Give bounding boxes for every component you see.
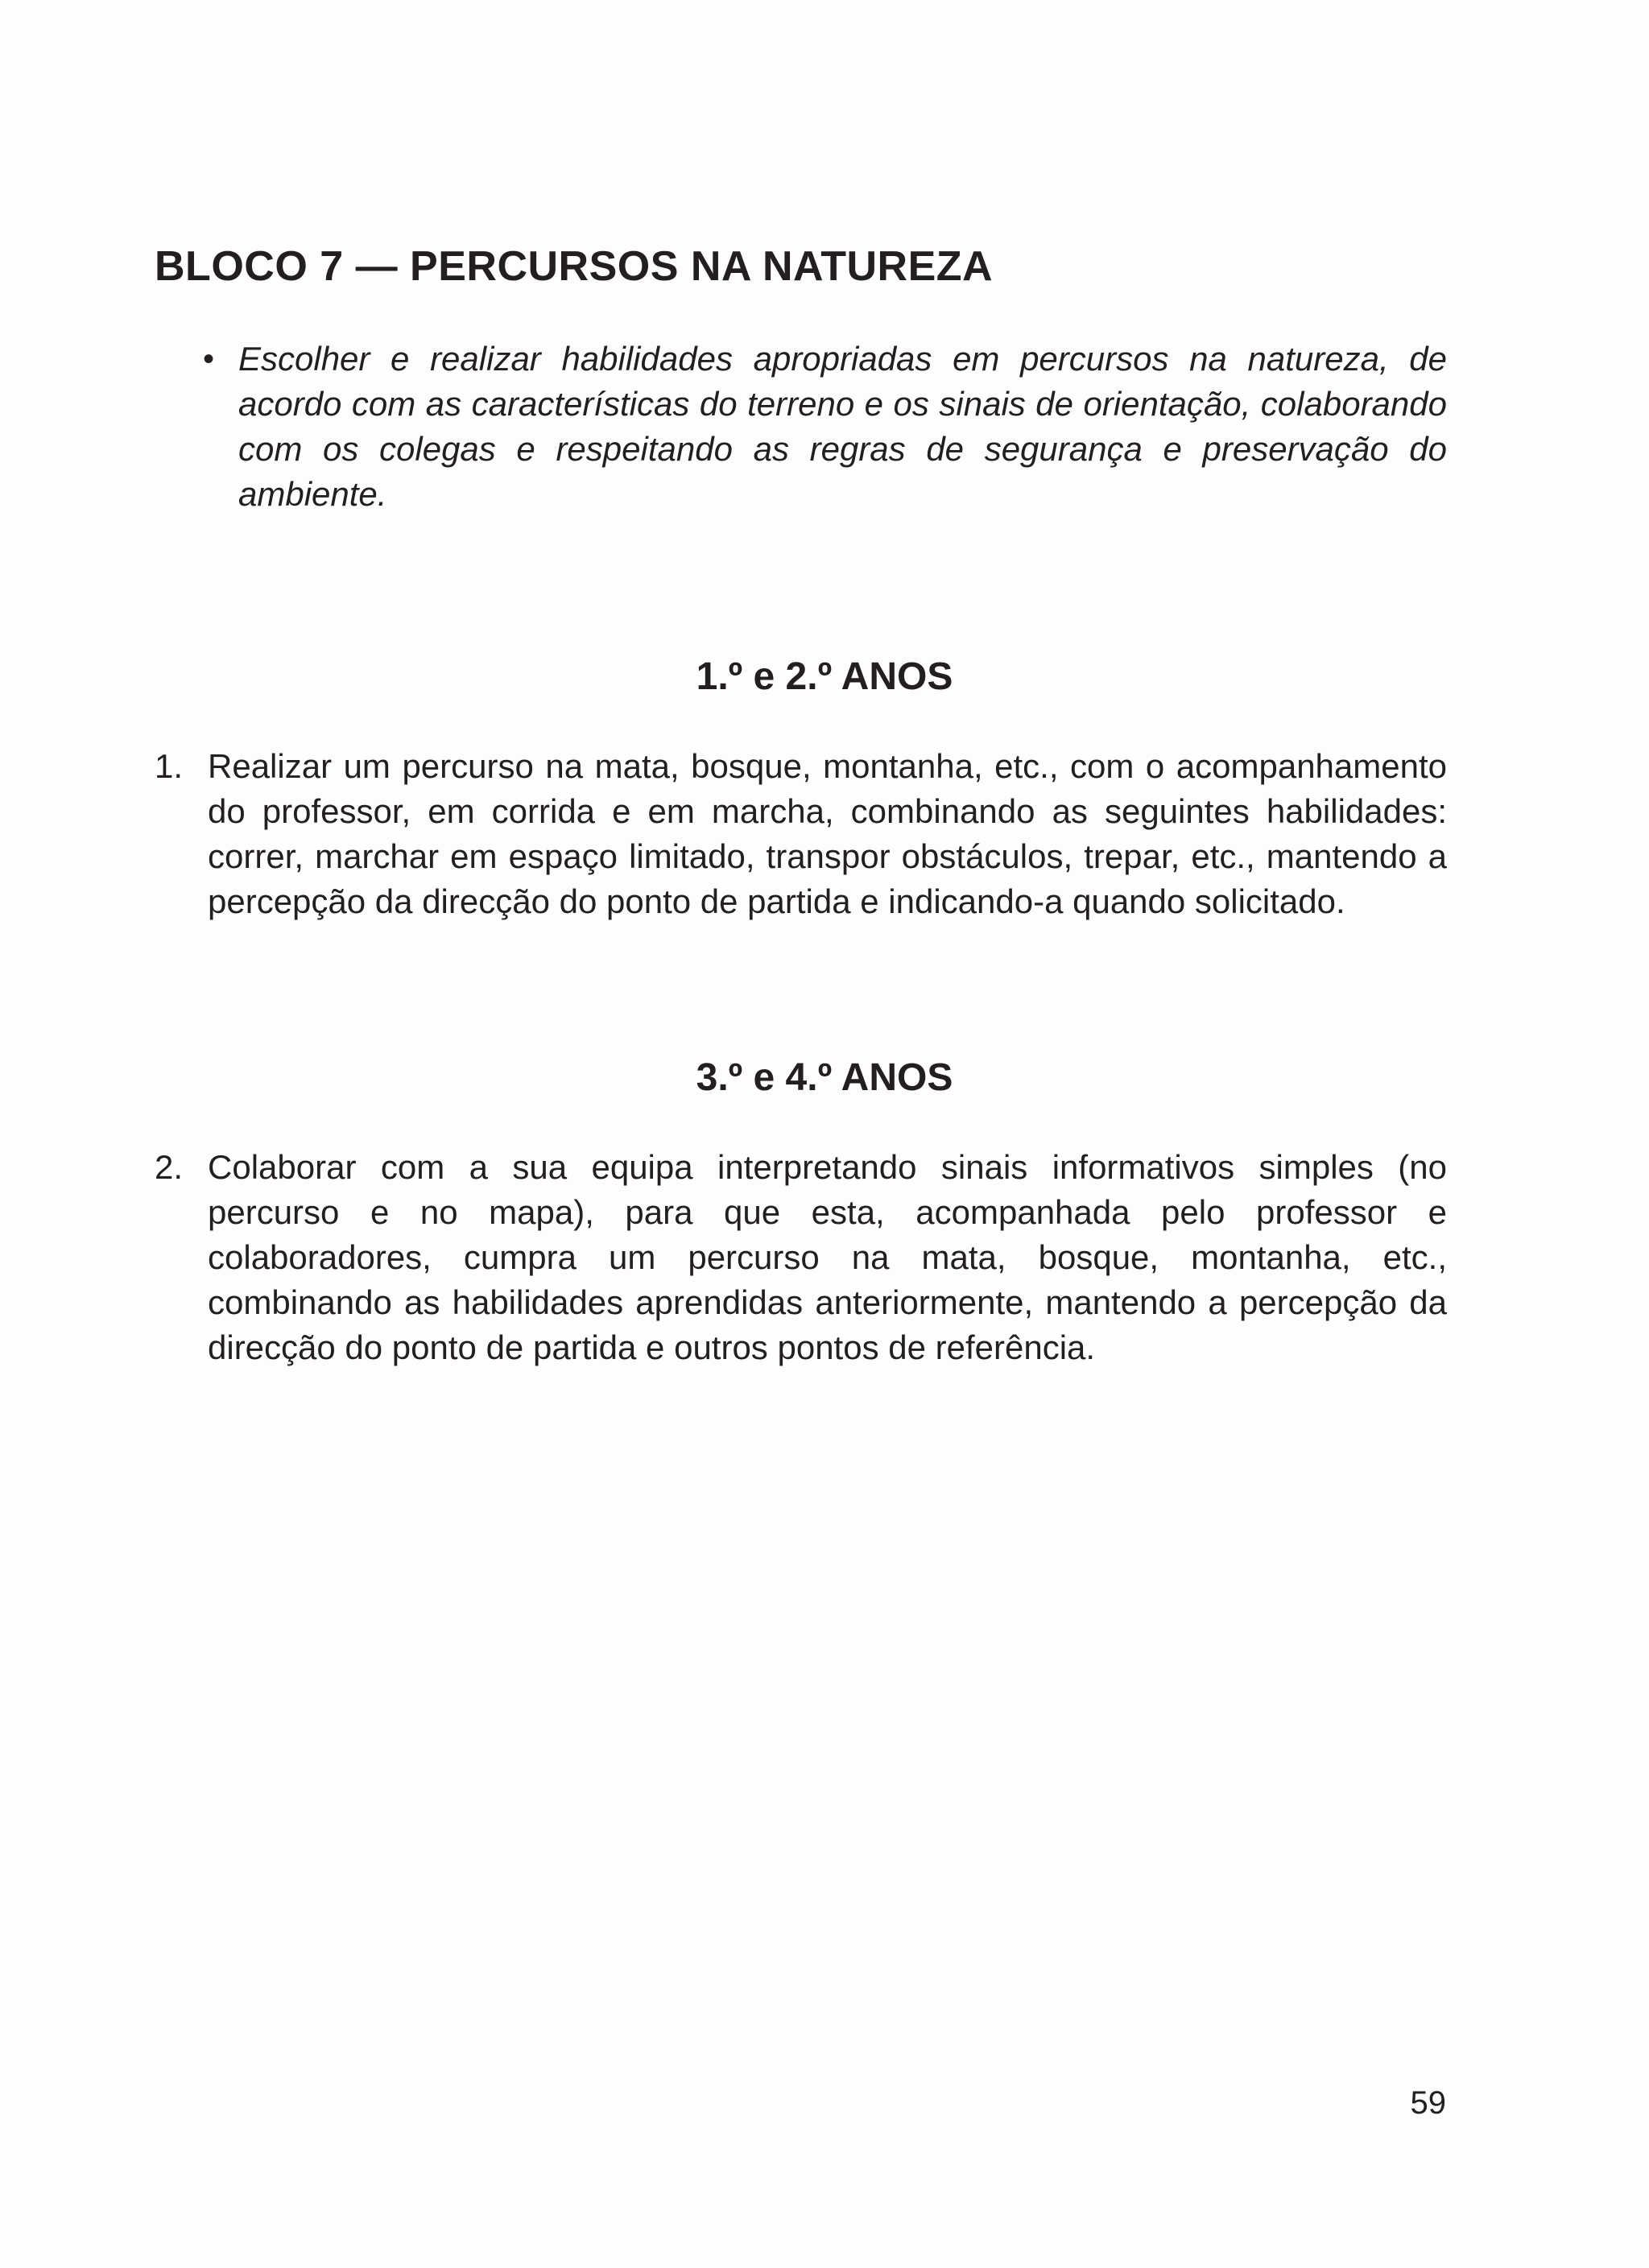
- list-item-text: Colaborar com a sua equipa interpretando sinais informativos simples (no percurso e no mapa), para que esta, acompanhada pelo professor e colaboradores, cumpra um percurso na mata, bosque, montanha, etc., combinando as habilidades aprendidas anteriormente, mantendo a percepção da direcção do ponto de partida e outros pontos de referência.: [208, 1148, 1447, 1366]
- list-item: [155, 1145, 1447, 1370]
- section-heading-years-1-2: 1.º e 2.º ANOS: [696, 655, 953, 698]
- list-item: [155, 744, 1447, 924]
- objective-bullet: [203, 337, 1447, 517]
- objective-text: Escolher e realizar habilidades apropriadas em percursos na natureza, de acordo com as características do terreno e os sinais de orientação, colaborando com os colegas e respeitando as regras de segurança e preservação do ambiente.: [238, 340, 1447, 513]
- bullet-icon: •: [203, 341, 215, 377]
- page-number: 59: [1410, 2085, 1446, 2121]
- block-title: BLOCO 7 — PERCURSOS NA NATUREZA: [155, 243, 994, 290]
- list-item-text: Realizar um percurso na mata, bosque, montanha, etc., com o acompanhamento do professor, em corrida e em marcha, combinando as seguintes habilidades: correr, marchar em espaço limitado, transpor obstáculos, trepar, etc., mantendo a percepção da direcção do ponto de partida e indicando-a quando solicitado.: [208, 747, 1447, 920]
- list-item-number: 1.: [155, 747, 184, 785]
- section-heading-years-3-4: 3.º e 4.º ANOS: [696, 1056, 953, 1099]
- list-item-number: 2.: [155, 1148, 184, 1186]
